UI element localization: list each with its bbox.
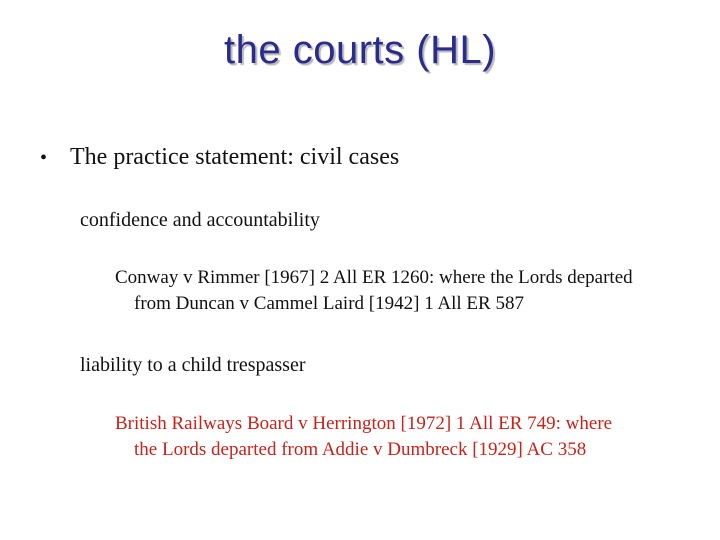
case-conway-line1: Conway v Rimmer [1967] 2 All ER 1260: where the Lords departed: [115, 267, 633, 288]
case-conway-line2: from Duncan v Cammel Laird [1942] 1 All ER 587: [134, 293, 524, 314]
case-herrington-line2: the Lords departed from Addie v Dumbreck [1929] AC 358: [134, 439, 587, 460]
bullet-dot: •: [40, 147, 48, 169]
bullet-text: The practice statement: civil cases: [70, 144, 400, 170]
case-herrington-line1: British Railways Board v Herrington [1972] 1 All ER 749: where: [115, 413, 613, 434]
slide-title: the courts (HL): [223, 28, 497, 72]
case-herrington: [115, 411, 715, 463]
topic-trespasser: liability to a child trespasser: [80, 354, 306, 376]
bullet-item: [40, 143, 399, 172]
case-conway: [115, 265, 715, 317]
topic-confidence: confidence and accountability: [80, 209, 320, 231]
